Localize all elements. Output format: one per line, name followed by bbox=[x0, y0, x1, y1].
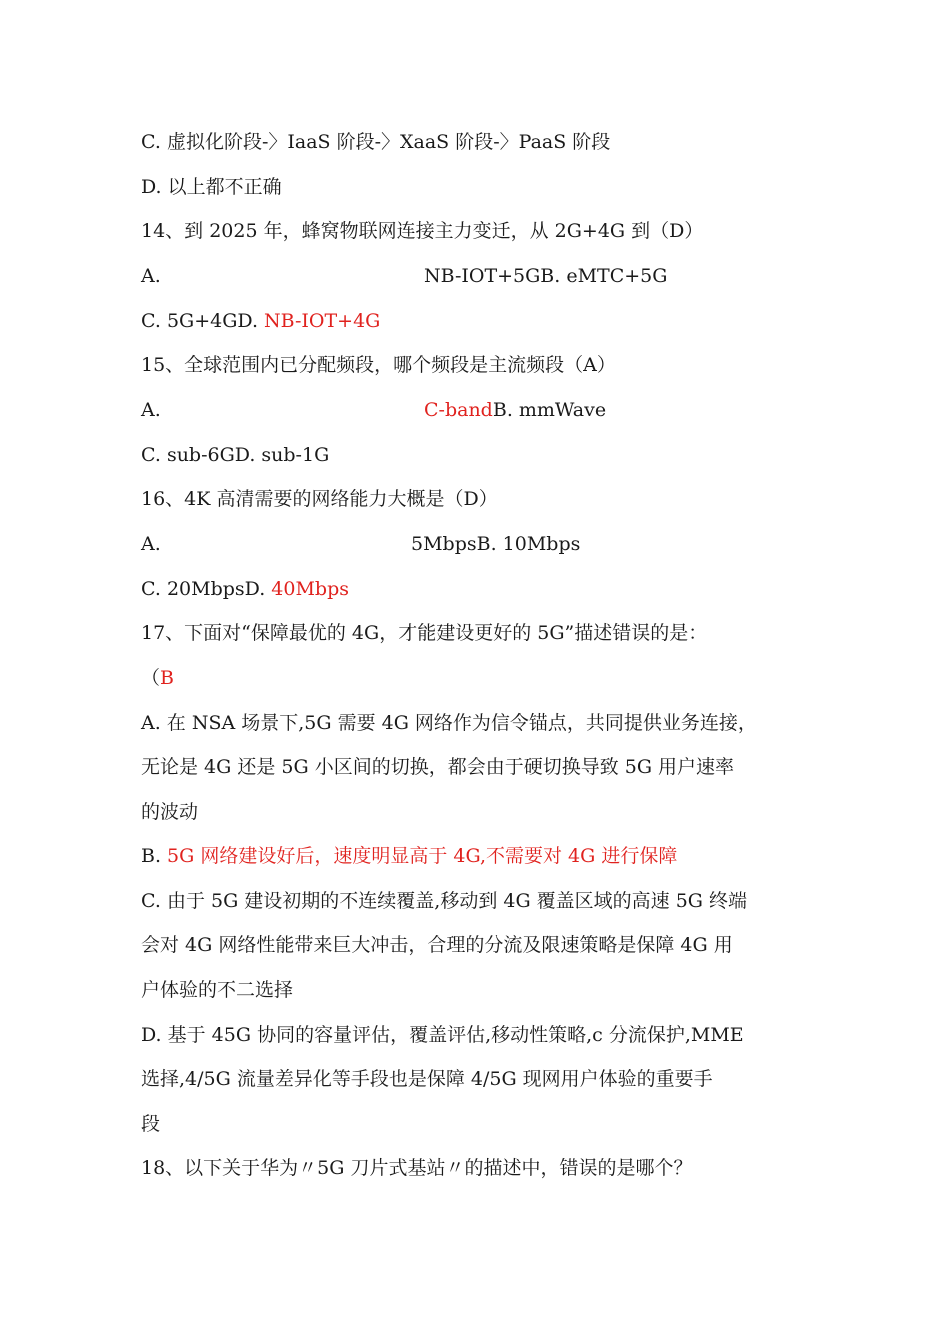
option-c-q17-cont: 户体验的不二选择 bbox=[141, 979, 294, 1001]
option-c-q17-cont: 会对 4G 网络性能带来巨大冲击，合理的分流及限速策略是保障 4G 用 bbox=[141, 934, 733, 956]
option-d-q17-cont: 段 bbox=[141, 1113, 161, 1135]
option-b-q17 bbox=[141, 844, 821, 868]
option-a-label: A. bbox=[141, 265, 161, 287]
question-17: 17、下面对“保障最优的 4G，才能建设更好的 5G”描述错误的是： bbox=[141, 622, 708, 644]
answer-highlight: NB-IOT+4G bbox=[264, 310, 381, 332]
option-d-q17: D. 基于 45G 协同的容量评估，覆盖评估,移动性策略,c 分流保护,MME bbox=[141, 1024, 744, 1046]
option-d-q17-cont: 选择,4/5G 流量差异化等手段也是保障 4/5G 现网用户体验的重要手 bbox=[141, 1068, 713, 1090]
answer-highlight: C-band bbox=[424, 399, 493, 421]
question-18: 18、以下关于华为〃5G 刀片式基站〃的描述中，错误的是哪个？ bbox=[141, 1157, 693, 1179]
option-b-text: B. mmWave bbox=[492, 399, 607, 421]
options-ab-q15 bbox=[141, 398, 821, 422]
answer-highlight: 40Mbps bbox=[271, 578, 350, 600]
options-cd-q14 bbox=[141, 309, 821, 333]
options-ab-text bbox=[424, 398, 606, 422]
option-d-q13: D. 以上都不正确 bbox=[141, 176, 282, 198]
answer-highlight: 5G 网络建设好后，速度明显高于 4G,不需要对 4G 进行保障 bbox=[167, 845, 678, 867]
options-ab-text: NB-IOT+5GB. eMTC+5G bbox=[424, 265, 668, 287]
options-ab-q14 bbox=[141, 264, 821, 288]
answer-paren: （ bbox=[141, 667, 161, 689]
question-15: 15、全球范围内已分配频段，哪个频段是主流频段（A） bbox=[141, 354, 616, 376]
option-b-label: B. bbox=[141, 845, 168, 867]
option-a-label: A. bbox=[141, 399, 161, 421]
options-cd-q16 bbox=[141, 577, 821, 601]
question-16: 16、4K 高清需要的网络能力大概是（D） bbox=[141, 488, 498, 510]
question-14: 14、到 2025 年，蜂窝物联网连接主力变迁，从 2G+4G 到（D） bbox=[141, 220, 704, 242]
answer-highlight: B bbox=[160, 667, 174, 689]
option-a-q17-cont: 的波动 bbox=[141, 801, 199, 823]
options-cd-text: C. 5G+4GD. bbox=[141, 310, 265, 332]
option-a-label: A. bbox=[141, 533, 161, 555]
option-c-q13: C. 虚拟化阶段-〉IaaS 阶段-〉XaaS 阶段-〉PaaS 阶段 bbox=[141, 131, 611, 153]
options-cd-text: C. 20MbpsD. bbox=[141, 578, 272, 600]
options-ab-text: 5MbpsB. 10Mbps bbox=[411, 533, 581, 555]
options-ab-q16 bbox=[141, 532, 821, 556]
option-c-q17: C. 由于 5G 建设初期的不连续覆盖,移动到 4G 覆盖区域的高速 5G 终端 bbox=[141, 890, 748, 912]
question-17-answer bbox=[141, 666, 821, 690]
option-a-q17: A. 在 NSA 场景下,5G 需要 4G 网络作为信令锚点，共同提供业务连接， bbox=[141, 712, 757, 734]
option-a-q17-cont: 无论是 4G 还是 5G 小区间的切换，都会由于硬切换导致 5G 用户速率 bbox=[141, 756, 735, 778]
options-cd-q15: C. sub-6GD. sub-1G bbox=[141, 444, 330, 466]
